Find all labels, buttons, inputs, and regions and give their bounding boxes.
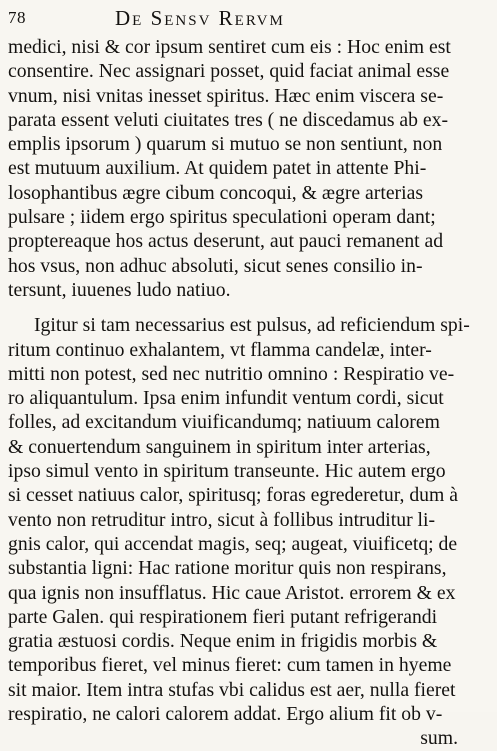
text-line: parte Galen. qui respirationem fieri putant refrigerandi bbox=[8, 605, 438, 628]
text-line: parata essent veluti ciuitates tres ( ne discedamus ab ex- bbox=[8, 108, 449, 131]
text-line: emplis ipsorum ) quarum si mutuo se non sentiunt, non bbox=[8, 133, 443, 156]
text-line: losophantibus ægre cibum concoqui, & ægre arterias bbox=[8, 181, 423, 204]
text-line: vnum, nisi vnitas inesset spiritus. Hæc enim viscera se- bbox=[8, 84, 444, 107]
text-line: tersunt, iuuenes ludo natiuo. bbox=[8, 278, 231, 301]
text-line: hos vsus, non adhuc absoluti, sicut senes consilio in- bbox=[8, 254, 423, 277]
body-text bbox=[8, 35, 486, 751]
text-line: pulsare ; iidem ergo spiritus speculationi operam dant; bbox=[8, 206, 436, 229]
text-line: ritum continuo exhalantem, vt flamma candelæ, inter- bbox=[8, 338, 432, 361]
paragraph-start-line: Igitur si tam necessarius est pulsus, ad reficiendum spi- bbox=[34, 314, 470, 337]
text-line: temporibus fieret, vel minus fieret: cum tamen in hyeme bbox=[8, 654, 452, 677]
text-line: substantia ligni: Hac ratione moritur quis non respirans, bbox=[8, 557, 447, 580]
text-line: gratia æstuosi cordis. Neque enim in frigidis morbis & bbox=[8, 630, 438, 653]
running-title: De Sensv Rervm bbox=[115, 6, 285, 30]
text-line: gnis calor, qui accendat magis, seq; augeat, viuificetq; de bbox=[8, 532, 458, 555]
text-line: sit maior. Item intra stufas vbi calidus est aer, nulla fieret bbox=[8, 678, 456, 701]
text-line: est mutuum auxilium. At quidem patet in attente Phi- bbox=[8, 157, 427, 180]
text-line: qua ignis non insufflatus. Hic caue Aristot. errorem & ex bbox=[8, 581, 456, 604]
text-line: si cesset natiuus calor, spiritusq; foras egrederetur, dum à bbox=[8, 484, 459, 507]
text-line: folles, ad excitandum viuificandumq; natiuum calorem bbox=[8, 411, 440, 434]
text-line: ro aliquantulum. Ipsa enim infundit ventum cordi, sicut bbox=[8, 387, 444, 410]
text-line: vento non retruditur intro, sicut à follibus intruditur li- bbox=[8, 508, 436, 531]
page-number: 78 bbox=[8, 8, 26, 27]
text-line: & conuertendum sanguinem in spiritum inter arterias, bbox=[8, 435, 431, 458]
text-line: proptereaque hos actus deserunt, aut pauci remanent ad bbox=[8, 230, 444, 253]
text-line: respiratio, ne calori calorem addat. Ergo alium fit ob v- bbox=[8, 703, 443, 726]
text-line: ipso simul vento in spiritum transeunte. Hic autem ergo bbox=[8, 460, 446, 483]
text-line: consentire. Nec assignari posset, quid faciat animal esse bbox=[8, 60, 450, 83]
text-line: mitti non potest, sed nec nutritio omnino : Respiratio ve- bbox=[8, 362, 455, 385]
text-line: medici, nisi & cor ipsum sentiret cum eis : Hoc enim est bbox=[8, 36, 451, 58]
text-line-last: sum. bbox=[420, 727, 458, 750]
